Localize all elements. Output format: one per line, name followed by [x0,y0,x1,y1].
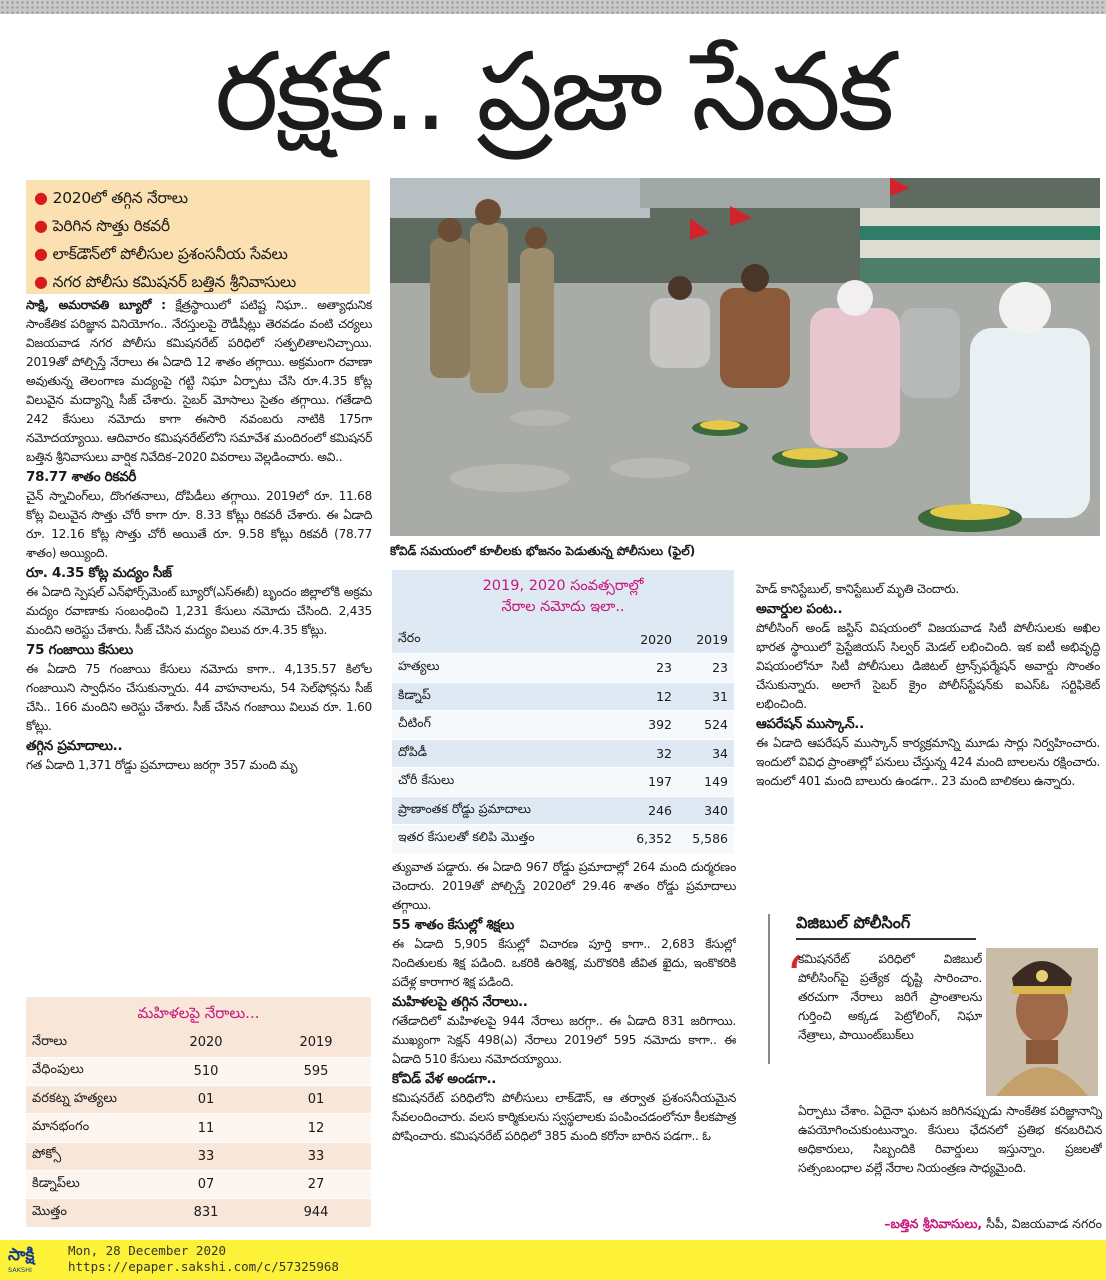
footer-url[interactable]: https://epaper.sakshi.com/c/57325968 [68,1259,339,1274]
quote-mark-icon: ‘ [786,945,804,1008]
paragraph-convictions: ఈ ఏడాది 5,905 కేసుల్లో విచారణ పూర్తి కాగా.. 2,683 కేసుల్లో నిందితులకు శిక్ష పడింది. ఒకరికి ఉరిశిక్ష, మరొకరికి జీవిత ఖైదు, ఇంకొకరికి పదేళ్ల కారాగార శిక్ష పడింది. [392,937,736,989]
table-row: పోక్సో 33 33 [26,1142,371,1170]
intro-paragraph: సాక్షి, అమరావతి బ్యూరో : క్షేత్రస్థాయిలో పటిష్ట నిఘా.. అత్యాధునిక సాంకేతిక పరిజ్ఞాన వినియోగం.. నేరస్తులపై రౌడీషీట్లు తెరవడం వంటి చర్యలు విజయవాడ నగర పోలీసు కమిషనరేట్ పరిధిలో సత్ఫలితాలనిచ్చాయి. 2019తో పోల్చిస్తే నేరాలు ఈ ఏడాది 12 శాతం తగ్గాయి. అక్రమంగా రవాణా అవుతున్న తెలంగాణ మద్యంపై గట్టి నిఘా ఏర్పాటు చేసి రూ.4.35 కోట్ల విలువైన మద్యాన్ని సీజ్ చేశారు. సైబర్ మోసాలు సైతం తగ్గాయి. గతేడాది 242 కేసులు నమోదు కాగా ఈసారి నవంబరు నాటికి 175గా నమోదయ్యాయి. ఆదివారం కమిషనరేట్‌లోని సమావేశ మందిరంలో కమిషనర్ బత్తిన శ్రీనివాసులు వార్షిక నివేదిక–2020 వివరాలు వెల్లడించారు. అవి.. [26,298,372,464]
highlight-item: ● పెరిగిన సొత్తు రికవరీ [34,216,170,235]
table-row: ఇతర కేసులతో కలిపి మొత్తం 6,352 5,586 [392,825,734,854]
paragraph-liquor: ఈ ఏడాది స్పెషల్ ఎన్‌ఫోర్స్‌మెంట్ బ్యూరో(ఎస్‌ఈబీ) బృందం జిల్లాలోకి అక్రమ మద్యం రవాణాకు సంబంధించి 1,231 కేసులు నమోదు చేసింది. 2,435 మందిని అరెస్టు చేశారు. సీజ్ చేసిన మద్యం విలువ రూ.4.35 కోట్లు. [26,585,372,637]
news-photo [390,178,1100,536]
top-dot-border [0,0,1106,14]
paragraph-deaths: త్యువాత పడ్డారు. ఈ ఏడాది 967 రోడ్డు ప్రమాదాల్లో 264 మంది దుర్మరణం చెందారు. 2019తో పోల్చిస్తే 2020లో 29.46 శాతం రోడ్డు ప్రమాదాలు తగ్గాయి. [392,860,736,912]
table-row: మొత్తం 831 944 [26,1199,371,1227]
footer-date: Mon, 28 December 2020 [68,1243,227,1258]
table-row: చీటింగ్ 392 524 [392,711,734,740]
bullet-icon: ● [34,188,48,207]
table-row: వేధింపులు 510 595 [26,1057,371,1085]
bullet-icon: ● [34,272,48,291]
table-row: దోపిడీ 32 34 [392,739,734,768]
table-row: వరకట్న హత్యలు 01 01 [26,1086,371,1114]
commissioner-portrait [986,948,1098,1096]
column-1 [26,296,372,976]
sakshi-logo[interactable]: సాక్షి SAKSHI [8,1245,35,1274]
paragraph-awards: పోలీసింగ్ అండ్ జస్టిస్ విషయంలో విజయవాడ సిటీ పోలీసులకు అఖిల భారత స్థాయిలో ప్రెస్టేజియస్ సిల్వర్ మెడల్ లభించింది. ఇక ఐటీ అభివృద్ధి విషయంలోనూ సిటీ పోలీసులు డిజిటల్ ట్రాన్స్‌ఫర్మేషన్ అవార్డు సొంతం చేసుకున్నారు. అలాగే సైబర్ క్రైం పోలీస్‌స్టేషన్‌కు ఐఎస్‌ఓ సర్టిఫికెట్ లభించింది. [756,621,1100,711]
table-row: నేరాలు 2020 2019 [26,1029,371,1057]
table-row: ప్రాణాంతక రోడ్డు ప్రమాదాలు 246 340 [392,796,734,825]
paragraph-ganja: ఈ ఏడాది 75 గంజాయి కేసులు నమోదు కాగా.. 4,135.57 కిలోల గంజాయిని స్వాధీనం చేసుకున్నారు. 44 వాహనాలను, 54 సెల్‌ఫోన్లను సీజ్ చేసి.. 166 మందిని అరెస్టు చేశారు. సీజ్ చేసిన గంజాయి విలువ రూ. 1.60 కోట్లు. [26,662,372,733]
attribution: –బత్తిన శ్రీనివాసులు, సీపీ, విజయవాడ నగరం [884,1216,1102,1231]
bullet-icon: ● [34,216,48,235]
table-row: నేరం 2020 2019 [392,625,734,654]
footer-info [68,1243,339,1275]
visible-policing-box [768,910,1104,1240]
table-row: మానభంగం 11 12 [26,1114,371,1142]
title-underline [796,938,976,940]
quote-text-full: ఏర్పాటు చేశాం. ఏదైనా ఘటన జరిగినప్పుడు సాంకేతిక పరిజ్ఞానాన్ని ఉపయోగించుకుంటున్నాం. కేసులు ఛేదనలో ప్రతిభ కనబరిచిన అధికారులు, సిబ్బందికి రివార్డులు ఇస్తున్నాం. ప్రజలతో సత్సంబంధాల వల్లే నేరాల నియంత్రణ సాధ్యమైంది. [798,1104,1102,1175]
table-row: హత్యలు 23 23 [392,654,734,683]
subhead-accidents: తగ్గిన ప్రమాదాలు.. [26,738,123,754]
paragraph-muskaan: ఈ ఏడాది ఆపరేషన్ ముస్కాన్ కార్యక్రమాన్ని మూడు సార్లు నిర్వహించారు. ఇందులో వివిధ ప్రాంతాల్లో పనులు చేస్తున్న 424 మంది బాలలను రక్షించారు. ఇందులో 401 మంది బాలురు ఉండగా.. 23 మంది బాలికలు ఉన్నారు. [756,736,1100,788]
table-row: కిడ్నాప్ 12 31 [392,682,734,711]
column-3 [756,580,1100,890]
subhead-women: మహిళలపై తగ్గిన నేరాలు.. [392,994,528,1010]
crime-table-title-1: 2019, 2020 సంవత్సరాల్లో [482,578,644,594]
highlights-box [26,180,370,294]
table-row: చోరీ కేసులు 197 149 [392,768,734,797]
headline: రక్షక.. ప్రజా సేవక [214,30,892,155]
highlight-item: ● లాక్‌డౌన్‌లో పోలీసుల ప్రశంసనీయ సేవలు [34,244,288,263]
crime-table-title-2: నేరాల నమోదు ఇలా.. [501,599,625,615]
divider [768,914,770,1064]
table-row: కిడ్నాప్‌లు 07 27 [26,1170,371,1198]
bullet-icon: ● [34,244,48,263]
subhead-ganja: 75 గంజాయి కేసులు [26,642,133,658]
footer-bar [0,1240,1106,1280]
women-table-title: మహిళలపై నేరాలు... [26,997,371,1029]
subhead-recovery: 78.77 శాతం రికవరీ [26,469,137,485]
paragraph-accidents: గత ఏడాది 1,371 రోడ్డు ప్రమాదాలు జరగ్గా 357 మంది మృ [26,758,298,772]
subhead-liquor: రూ. 4.35 కోట్ల మద్యం సీజ్ [26,565,172,581]
paragraph-constables: హెడ్ కానిస్టేబుల్, కానిస్టేబుల్ మృతి చెందారు. [756,582,959,596]
paragraph-covid: కమిషనరేట్ పరిధిలోని పోలీసులు లాక్‌డౌన్, ఆ తర్వాత ప్రశంసనీయమైన సేవలందించారు. వలస కార్మికులను స్వస్థలాలకు పంపించడంలోనూ కీలకపాత్ర పోషించారు. కమిషనరేట్ పరిధిలో 385 మంది కరోనా బారిన పడగా.. ఓ [392,1091,736,1143]
women-crimes-table [26,997,371,1223]
photo-caption: కోవిడ్ సమయంలో కూలీలకు భోజనం పెడుతున్న పోలీసులు (ఫైల్) [390,544,696,558]
column-2 [392,858,736,1236]
highlight-item: ● 2020లో తగ్గిన నేరాలు [34,188,188,207]
subhead-muskaan: ఆపరేషన్ ముస్కాన్.. [756,716,864,732]
police-serving-food-illustration [390,178,1100,536]
subhead-covid: కోవిడ్ వేళ అండగా.. [392,1071,497,1087]
commissioner-photo [986,948,1098,1096]
subhead-awards: అవార్డుల పంట.. [756,601,843,617]
visible-policing-title: విజిబుల్ పోలీసింగ్ [796,913,911,932]
paragraph-recovery: చైన్ స్నాచింగ్‌లు, దొంగతనాలు, దోపిడీలు తగ్గాయి. 2019లో రూ. 11.68 కోట్ల విలువైన సొత్తు చోరీ కాగా రూ. 8.33 కోట్లు రికవరీ చేశారు. ఈ ఏడాది రూ. 12.16 కోట్ల సొత్తు చోరీ అయితే రూ. 9.58 కోట్లు రికవరీ (78.77 శాతం) అయ్యింది. [26,489,372,560]
subhead-convictions: 55 శాతం కేసుల్లో శిక్షలు [392,917,515,933]
paragraph-women: గతేడాదిలో మహిళలపై 944 నేరాలు జరగ్గా.. ఈ ఏడాది 831 జరిగాయి. ముఖ్యంగా సెక్షన్ 498(ఎ) నేరాలు 2019లో 595 నమోదు కాగా.. ఈ ఏడాది 510 కేసులు నమోదయ్యాయి. [392,1014,736,1066]
quote-text-side: కమిషనరేట్ పరిధిలో విజిబుల్ పోలీసింగ్‌పై ప్రత్యేక దృష్టి సారించాం. తరచుగా నేరాలు జరిగే ప్రాంతాలను గుర్తించి అక్కడ పెట్రోలింగ్, నిఘా నేత్రాలు, పాయింట్‌బుక్‌లు [798,952,982,1042]
highlight-item: ● నగర పోలీసు కమిషనర్ బత్తిన శ్రీనివాసులు [34,272,296,291]
crime-stats-table [392,570,734,853]
